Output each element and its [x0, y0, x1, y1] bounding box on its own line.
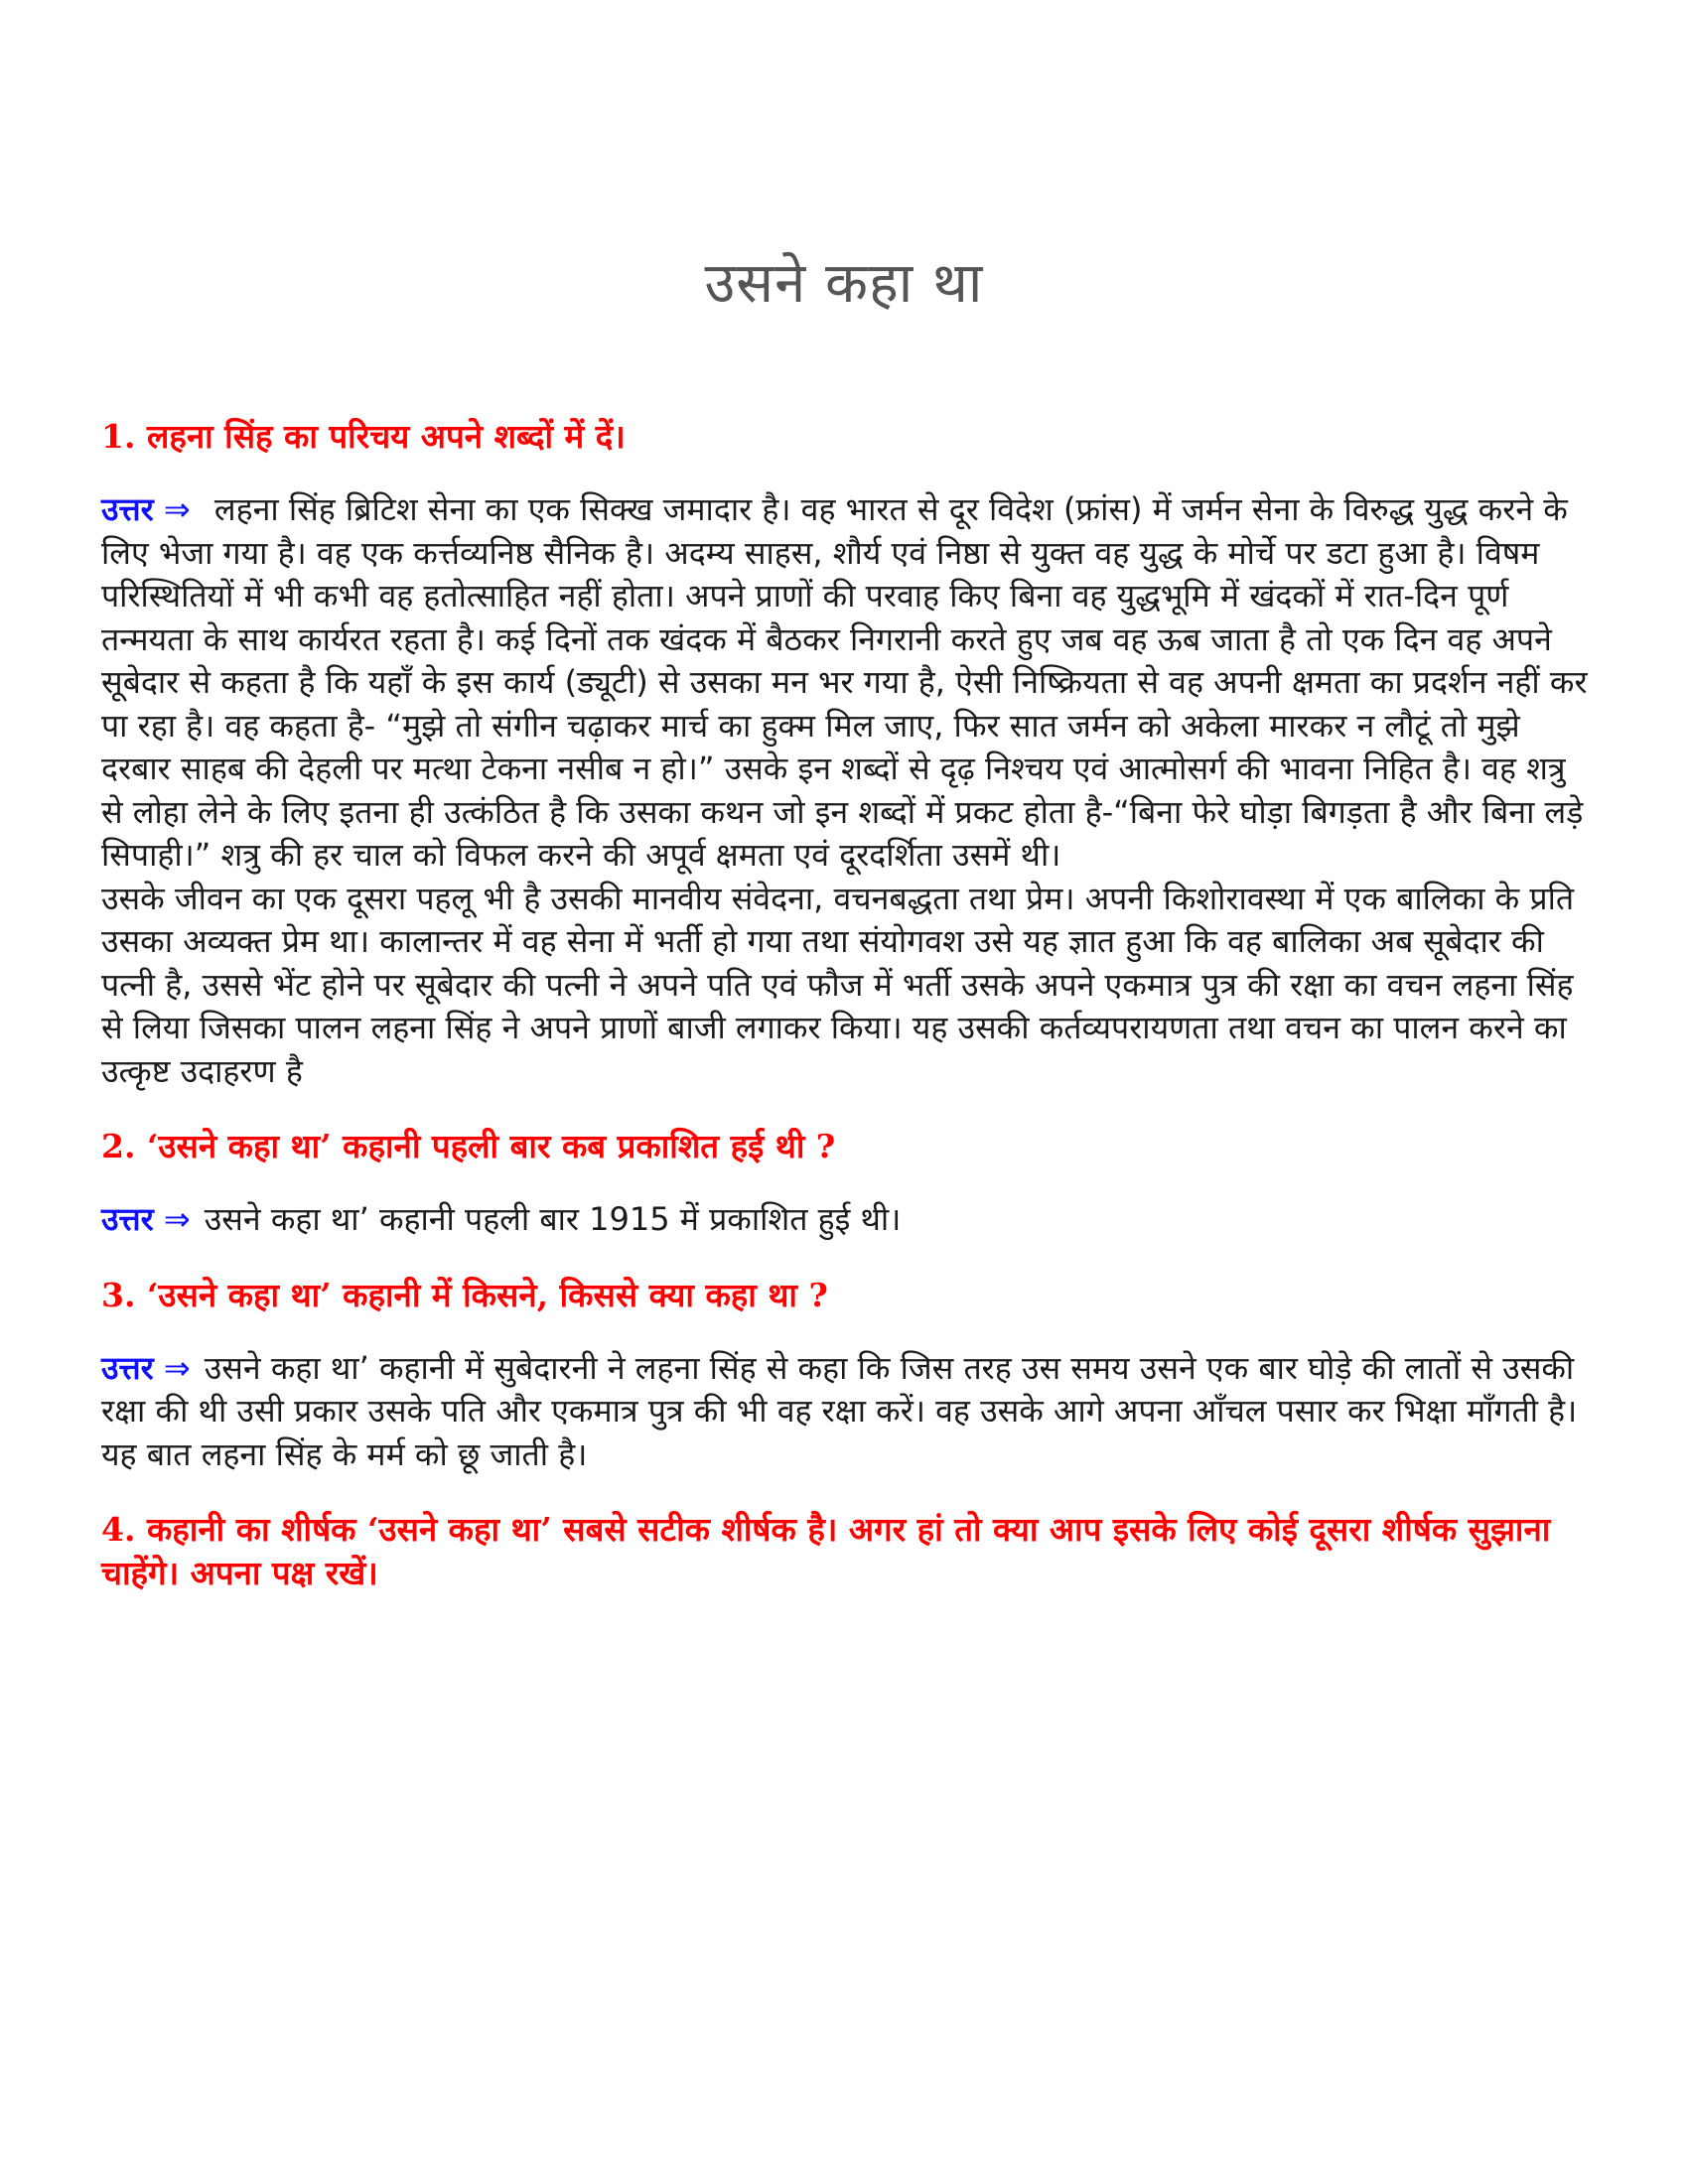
arrow-icon: ⇒ — [163, 1348, 191, 1387]
page-title: उसने कहा था — [704, 251, 984, 316]
answer-1-paragraph-2: उसके जीवन का एक दूसरा पहलू भी है उसकी मानवीय संवेदना, वचनबद्धता तथा प्रेम। अपनी किशोरावस्था में एक बालिका के प्रति उसका अव्यक्त प्रेम था। कालान्तर में वह सेना में भर्ती हो गया तथा संयोगवश उसे यह ज्ञात हुआ कि वह बालिका अब सूबेदार की पत्नी है, उससे भेंट होने पर सूबेदार की पत्नी ने अपने पति एवं फौज में भर्ती उसके अपने एकमात्र पुत्र की रक्षा का वचन लहना सिंह से लिया जिसका पालन लहना सिंह ने अपने प्राणों बाजी लगाकर किया। यह उसकी कर्तव्यपरायणता तथा वचन का पालन करने का उत्कृष्ट उदाहरण है — [101, 879, 1575, 1090]
question-4: 4. कहानी का शीर्षक ‘उसने कहा था’ सबसे सटीक शीर्षक है। अगर हां तो क्या आप इसके लिए कोई दूसरा शीर्षक सुझाना चाहेंगे। अपना पक्ष रखें। — [101, 1510, 1551, 1592]
arrow-icon: ⇒ — [163, 1200, 191, 1238]
answer-label: उत्तर — [101, 1348, 154, 1387]
answer-1-paragraph-1 — [101, 488, 1591, 878]
answer-3 — [101, 1347, 1591, 1477]
qa-content — [101, 415, 1591, 1595]
answer-label: उत्तर — [101, 1200, 154, 1238]
answer-2 — [101, 1198, 1591, 1242]
question-2: 2. ‘उसने कहा था’ कहानी पहली बार कब प्रकाशित हई थी ? — [101, 1127, 836, 1165]
answer-2-text: उसने कहा था’ कहानी पहली बार 1915 में प्रकाशित हुई थी। — [204, 1200, 902, 1238]
answer-label: उत्तर — [101, 490, 154, 528]
question-3: 3. ‘उसने कहा था’ कहानी में किसने, किससे क्या कहा था ? — [101, 1275, 828, 1314]
answer-3-text: उसने कहा था’ कहानी में सुबेदारनी ने लहना सिंह से कहा कि जिस तरह उस समय उसने एक बार घोड़े की लातों से उसकी रक्षा की थी उसी प्रकार उसके पति और एकमात्र पुत्र की भी वह रक्षा करें। वह उसके आगे अपना आँचल पसार कर भिक्षा माँगती है। यह बात लहना सिंह के मर्म को छू जाती है। — [101, 1348, 1578, 1473]
arrow-icon: ⇒ — [163, 490, 191, 528]
answer-1-text-1: लहना सिंह ब्रिटिश सेना का एक सिक्ख जमादार है। वह भारत से दूर विदेश (फ्रांस) में जर्मन सेना के विरुद्ध युद्ध करने के लिए भेजा गया है। वह एक कर्त्तव्यनिष्ठ सैनिक है। अदम्य साहस, शौर्य एवं निष्ठा से युक्त वह युद्ध के मोर्चे पर डटा हुआ है। विषम परिस्थितियों में भी कभी वह हतोत्साहित नहीं होता। अपने प्राणों की परवाह किए बिना वह युद्धभूमि में खंदकों में रात-दिन पूर्ण तन्मयता के साथ कार्यरत रहता है। कई दिनों तक खंदक में बैठकर निगरानी करते हुए जब वह ऊब जाता है तो एक दिन वह अपने सूबेदार से कहता है कि यहाँ के इस कार्य (ड्यूटी) से उसका मन भर गया है, ऐसी निष्क्रियता से वह अपनी क्षमता का प्रदर्शन नहीं कर पा रहा है। वह कहता है- “मुझे तो संगीन चढ़ाकर मार्च का हुक्म मिल जाए, फिर सात जर्मन को अकेला मारकर न लौटूं तो मुझे दरबार साहब की देहली पर मत्था टेकना नसीब न हो।” उसके इन शब्दों से दृढ़ निश्चय एवं आत्मोसर्ग की भावना निहित है। वह शत्रु से लोहा लेने के लिए इतना ही उत्कंठित है कि उसका कथन जो इन शब्दों में प्रकट होता है-“बिना फेरे घोड़ा बिगड़ता है और बिना लड़े सिपाही।” शत्रु की हर चाल को विफल करने की अपूर्व क्षमता एवं दूरदर्शिता उसमें थी। — [101, 490, 1588, 874]
question-1: 1. लहना सिंह का परिचय अपने शब्दों में दें। — [101, 417, 626, 456]
